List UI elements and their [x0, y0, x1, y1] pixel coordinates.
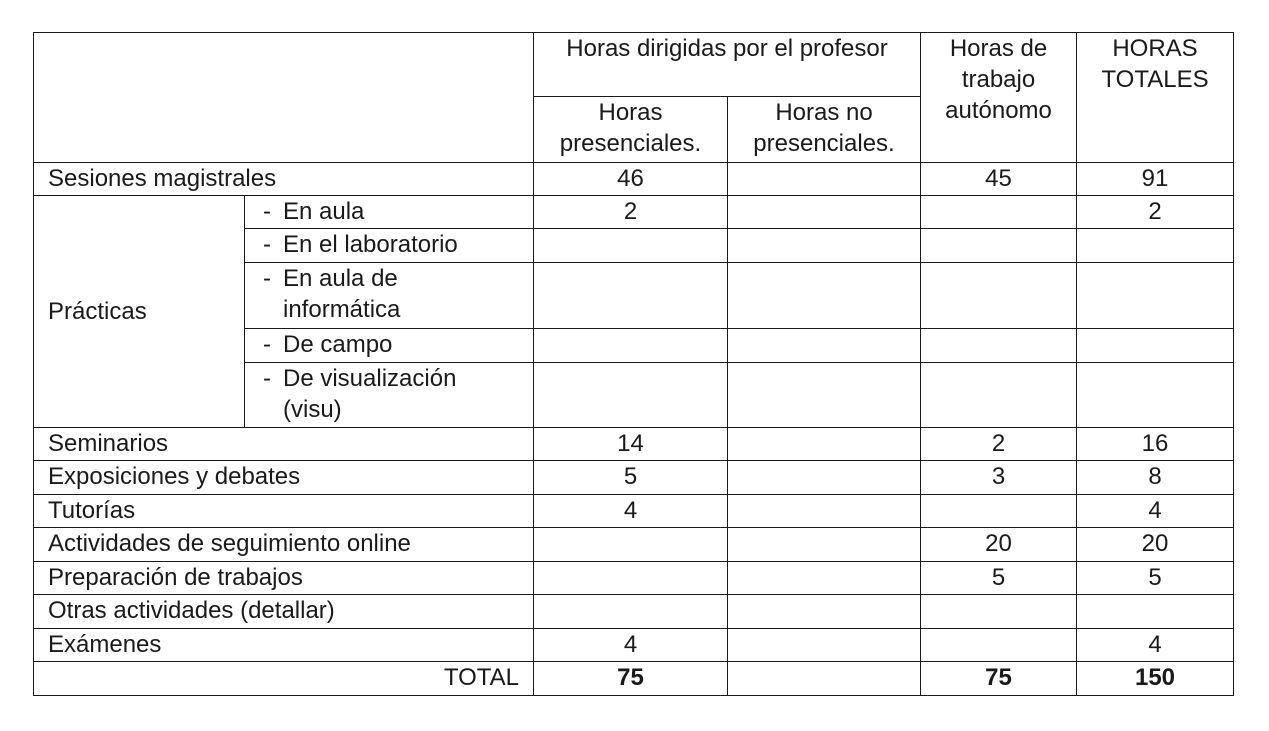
header-totales-cell — [1077, 33, 1234, 163]
cell-autonomo: 45 — [921, 163, 1077, 196]
cell-autonomo: 20 — [921, 528, 1077, 562]
row-label-line2: (visu) — [283, 396, 342, 423]
row-label: Actividades de seguimiento online — [34, 528, 534, 562]
cell-no-presenciales — [728, 229, 921, 263]
table-row-exposiciones — [34, 461, 1234, 495]
table-row-total — [34, 662, 1234, 696]
row-label: Seminarios — [34, 428, 534, 461]
practicas-group-label: Prácticas — [34, 196, 245, 428]
table-row-examenes — [34, 629, 1234, 662]
cell-no-presenciales — [728, 528, 921, 562]
cell-totales — [1077, 263, 1234, 329]
cell-autonomo — [921, 495, 1077, 528]
cell-presenciales: 46 — [534, 163, 728, 196]
dash: - — [263, 365, 271, 392]
cell-no-presenciales — [728, 595, 921, 629]
cell-autonomo — [921, 263, 1077, 329]
cell-no-presenciales — [728, 263, 921, 329]
row-label-text: En el laboratorio — [283, 231, 458, 258]
cell-totales: 20 — [1077, 528, 1234, 562]
cell-presenciales — [534, 263, 728, 329]
cell-no-presenciales — [728, 196, 921, 229]
cell-no-presenciales — [728, 495, 921, 528]
header-autonomo-cell — [921, 33, 1077, 163]
row-label — [245, 363, 534, 428]
cell-no-presenciales — [728, 461, 921, 495]
hours-table — [33, 32, 1234, 696]
cell-presenciales — [534, 562, 728, 595]
row-label-line1: En aula de — [283, 265, 398, 292]
cell-totales — [1077, 329, 1234, 363]
header-presenciales-cell — [534, 97, 728, 163]
row-label-text: De campo — [283, 331, 393, 358]
header-row-1 — [34, 33, 1234, 97]
header-group-label: Horas dirigidas por el profesor — [566, 35, 888, 62]
header-no-presenciales-label: Horas no presenciales. — [753, 99, 895, 157]
cell-autonomo: 3 — [921, 461, 1077, 495]
row-label: Exámenes — [34, 629, 534, 662]
dash: - — [263, 198, 271, 225]
row-label — [245, 263, 534, 329]
dash: - — [263, 331, 271, 358]
cell-autonomo — [921, 329, 1077, 363]
table-row-practicas-aula — [34, 196, 1234, 229]
cell-no-presenciales — [728, 163, 921, 196]
total-autonomo: 75 — [921, 662, 1077, 696]
row-label: Exposiciones y debates — [34, 461, 534, 495]
row-label: Sesiones magistrales — [34, 163, 534, 196]
row-label: Preparación de trabajos — [34, 562, 534, 595]
cell-autonomo — [921, 595, 1077, 629]
cell-presenciales: 14 — [534, 428, 728, 461]
cell-presenciales: 2 — [534, 196, 728, 229]
row-label: Tutorías — [34, 495, 534, 528]
cell-autonomo: 2 — [921, 428, 1077, 461]
table-row-sesiones — [34, 163, 1234, 196]
total-totales: 150 — [1077, 662, 1234, 696]
table-row-tutorias — [34, 495, 1234, 528]
header-empty-cell — [34, 33, 534, 163]
cell-no-presenciales — [728, 629, 921, 662]
header-no-presenciales-cell — [728, 97, 921, 163]
row-label: Otras actividades (detallar) — [34, 595, 534, 629]
cell-autonomo — [921, 229, 1077, 263]
row-label-line2: informática — [283, 296, 401, 323]
header-presenciales-label: Horas presenciales. — [559, 99, 702, 157]
cell-autonomo — [921, 629, 1077, 662]
cell-presenciales: 4 — [534, 629, 728, 662]
total-label: TOTAL — [34, 662, 534, 696]
row-label-line1: De visualización — [283, 365, 457, 392]
cell-totales: 8 — [1077, 461, 1234, 495]
cell-no-presenciales — [728, 562, 921, 595]
cell-totales — [1077, 595, 1234, 629]
cell-presenciales — [534, 363, 728, 428]
header-totales-label: HORAS TOTALES — [1101, 35, 1209, 93]
cell-totales: 91 — [1077, 163, 1234, 196]
header-autonomo-label: Horas de trabajo autónomo — [945, 35, 1052, 124]
header-group-cell — [534, 33, 921, 97]
cell-autonomo — [921, 363, 1077, 428]
cell-autonomo: 5 — [921, 562, 1077, 595]
row-label-text: En aula — [283, 198, 365, 225]
cell-presenciales — [534, 528, 728, 562]
row-label — [245, 196, 534, 229]
total-presenciales: 75 — [534, 662, 728, 696]
row-label — [245, 229, 534, 263]
table-row-seguimiento — [34, 528, 1234, 562]
cell-presenciales: 5 — [534, 461, 728, 495]
cell-totales: 16 — [1077, 428, 1234, 461]
total-no-presenciales — [728, 662, 921, 696]
cell-totales — [1077, 363, 1234, 428]
cell-autonomo — [921, 196, 1077, 229]
dash: - — [263, 231, 271, 258]
cell-totales: 4 — [1077, 629, 1234, 662]
cell-totales: 2 — [1077, 196, 1234, 229]
table-row-otras — [34, 595, 1234, 629]
cell-no-presenciales — [728, 428, 921, 461]
table-row-trabajos — [34, 562, 1234, 595]
cell-totales: 5 — [1077, 562, 1234, 595]
cell-presenciales: 4 — [534, 495, 728, 528]
cell-no-presenciales — [728, 329, 921, 363]
dash: - — [263, 265, 271, 292]
table-row-seminarios — [34, 428, 1234, 461]
cell-presenciales — [534, 229, 728, 263]
cell-totales — [1077, 229, 1234, 263]
cell-presenciales — [534, 329, 728, 363]
cell-presenciales — [534, 595, 728, 629]
row-label — [245, 329, 534, 363]
cell-totales: 4 — [1077, 495, 1234, 528]
cell-no-presenciales — [728, 363, 921, 428]
